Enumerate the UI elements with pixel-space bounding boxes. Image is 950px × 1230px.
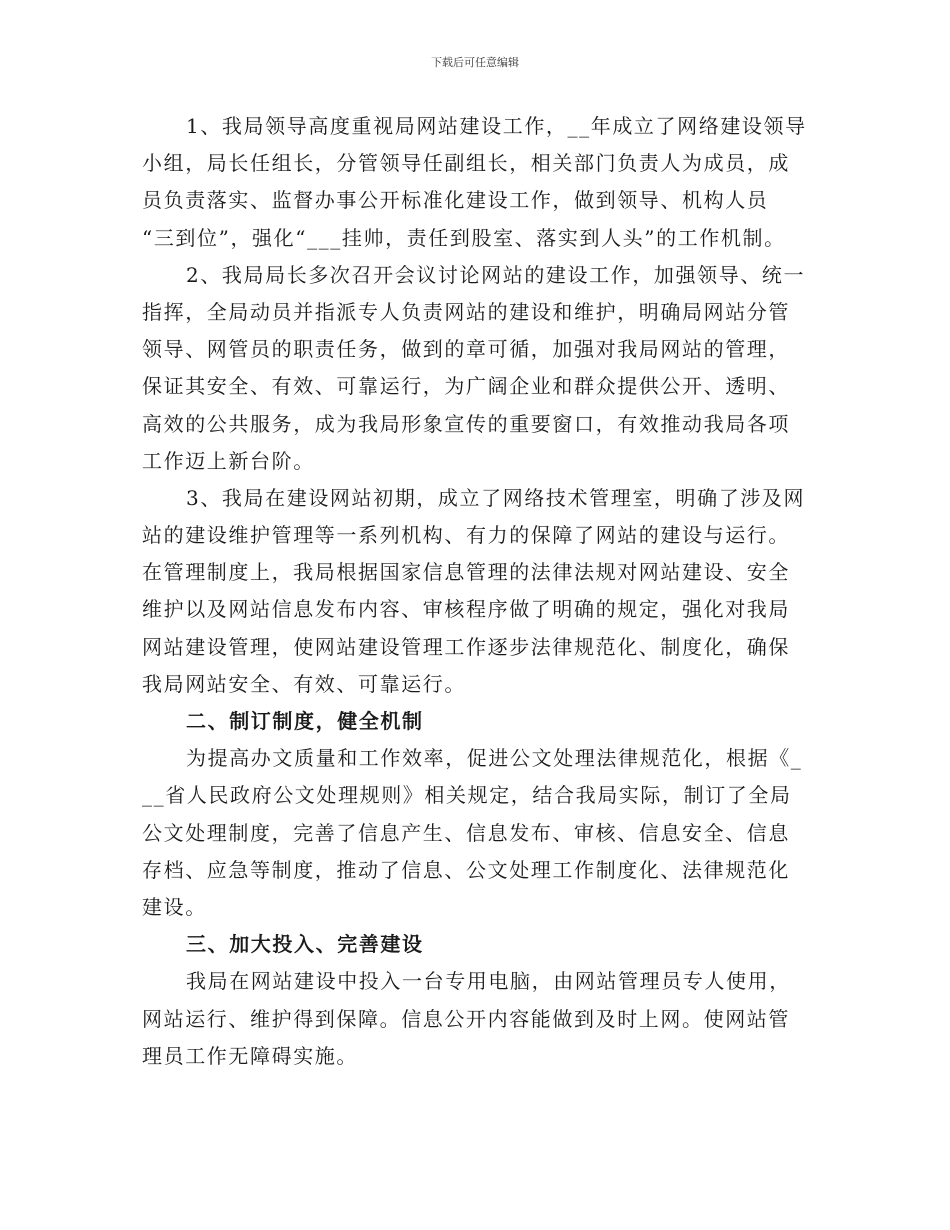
paragraph-line: 站的建设维护管理等一系列机构、有力的保障了网站的建设与运行。 xyxy=(142,523,790,548)
paragraph-line: “三到位”，强化“___挂帅，责任到股室、落实到人头”的工作机制。 xyxy=(142,225,786,250)
section-heading: 三、加大投入、完善建设 xyxy=(186,932,424,957)
paragraph-line: 领导、网管员的职责任务，做到的章可循，加强对我局网站的管理， xyxy=(142,337,790,362)
paragraph-line: __省人民政府公文处理规则》相关规定，结合我局实际，制订了全局 xyxy=(142,783,792,808)
paragraph-line: 指挥，全局动员并指派专人负责网站的建设和维护，明确局网站分管 xyxy=(142,299,790,324)
paragraph-line: 理员工作无障碍实施。 xyxy=(142,1043,358,1068)
paragraph-line: 存档、应急等制度，推动了信息、公文处理工作制度化、法律规范化 xyxy=(142,857,790,882)
paragraph-line: 建设。 xyxy=(142,894,207,919)
paragraph-line: 网站建设管理，使网站建设管理工作逐步法律规范化、制度化，确保 xyxy=(142,634,790,659)
paragraph-line: 1、我局领导高度重视局网站建设工作，__年成立了网络建设领导 xyxy=(186,114,807,138)
page-header-note: 下载后可任意编辑 xyxy=(431,56,519,69)
paragraph-line: 网站运行、维护得到保障。信息公开内容能做到及时上网。使网站管 xyxy=(142,1006,790,1031)
paragraph-line: 在管理制度上，我局根据国家信息管理的法律法规对网站建设、安全 xyxy=(142,560,790,585)
section-heading: 二、制订制度，健全机制 xyxy=(186,709,424,733)
paragraph-line: 2、我局局长多次召开会议讨论网站的建设工作，加强领导、统一 xyxy=(186,262,806,287)
document-body xyxy=(142,108,818,1075)
paragraph-line: 工作迈上新台阶。 xyxy=(142,448,315,473)
paragraph-line: 3、我局在建设网站初期，成立了网络技术管理室，明确了涉及网 xyxy=(186,485,806,510)
paragraph-line: 员负责落实、监督办事公开标准化建设工作，做到领导、机构人员 xyxy=(142,188,769,213)
paragraph-line: 维护以及网站信息发布内容、审核程序做了明确的规定，强化对我局 xyxy=(142,597,790,622)
paragraph-line: 我局在网站建设中投入一台专用电脑，由网站管理员专人使用， xyxy=(186,969,791,994)
paragraph-line: 小组，局长任组长，分管领导任副组长，相关部门负责人为成员，成 xyxy=(142,151,790,176)
paragraph-line: 我局网站安全、有效、可靠运行。 xyxy=(142,671,466,696)
paragraph-line: 公文处理制度，完善了信息产生、信息发布、审核、信息安全、信息 xyxy=(142,820,790,845)
paragraph-line: 高效的公共服务，成为我局形象宣传的重要窗口，有效推动我局各项 xyxy=(142,411,790,436)
paragraph-line: 保证其安全、有效、可靠运行，为广阔企业和群众提供公开、透明、 xyxy=(142,374,790,399)
paragraph-line: 为提高办文质量和工作效率，促进公文处理法律规范化，根据《_ xyxy=(186,746,803,771)
